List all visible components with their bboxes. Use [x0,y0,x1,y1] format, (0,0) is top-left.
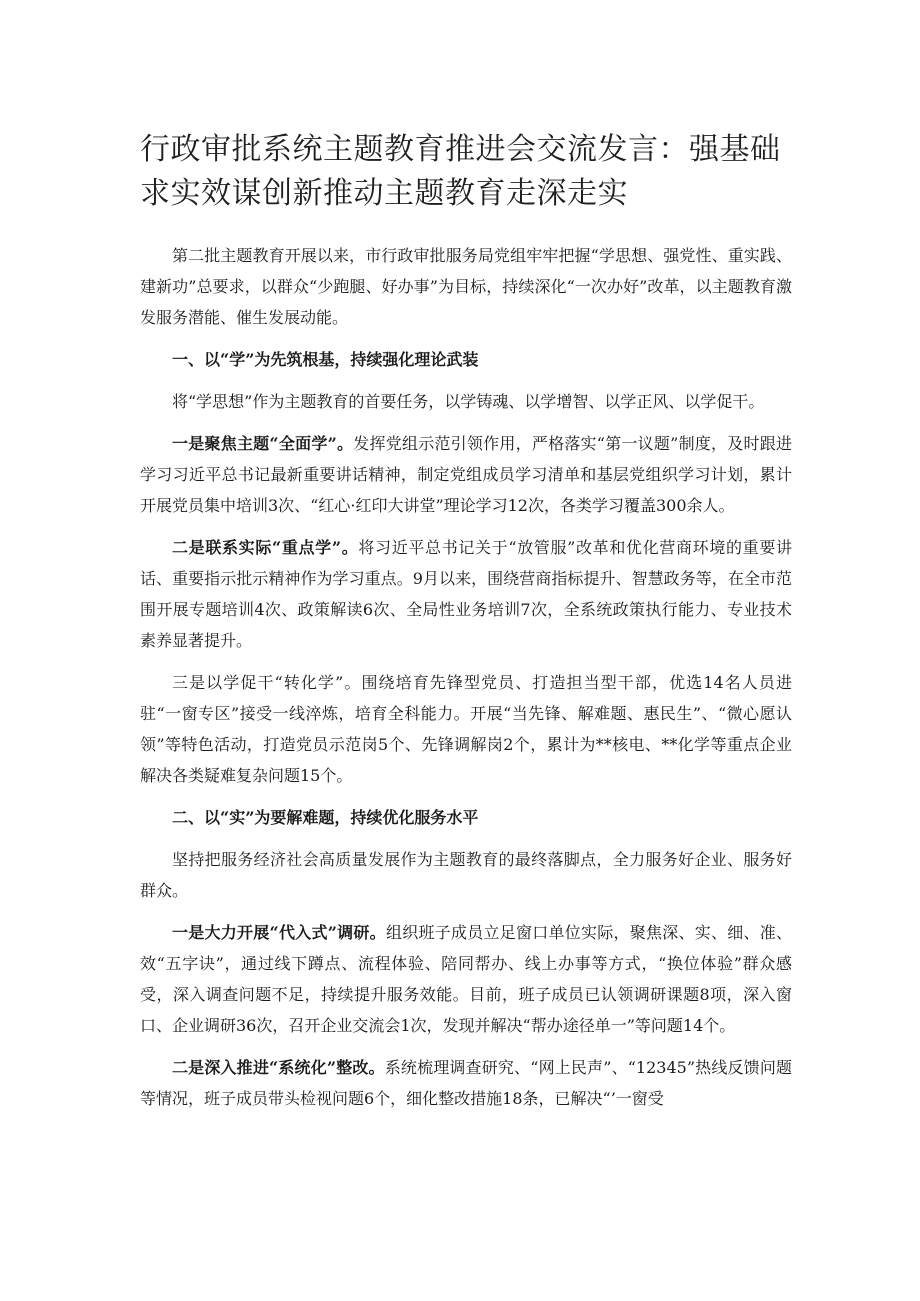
section-1-item-3: 三是以学促干“转化学”。围绕培育先锋型党员、打造担当型干部，优选14名人员进驻“一窗专区”接受一线淬炼，培育全科能力。开展“当先锋、解难题、惠民生”、“微心愿认领”等特色活动，打造党员示范岗5个、先锋调解岗2个，累计为**核电、**化学等重点企业解决各类疑难复杂问题15个。 [140,673,792,785]
section-1-intro: 将“学思想”作为主题教育的首要任务，以学铸魂、以学增智、以学正风、以学促干。 [172,392,765,411]
section-2-item-2-body: 系统梳理调查研究、“网上民声”、“12345”热线反馈问题等情况，班子成员带头检视问题6个，细化整改措施18条，已解决“’一窗受 [140,1058,792,1108]
section-1-item-2 [140,532,792,656]
intro-paragraph: 第二批主题教育开展以来，市行政审批服务局党组牢牢把握“学思想、强党性、重实践、建新功”总要求，以群众“少跑腿、好办事”为目标，持续深化“一次办好”改革，以主题教育激发服务潜能、催生发展动能。 [140,246,792,327]
document-title: 行政审批系统主题教育推进会交流发言：强基础求实效谋创新推动主题教育走深走实 [140,132,781,211]
section-1-item-2-body: 将习近平总书记关于“放管服”改革和优化营商环境的重要讲话、重要指示批示精神作为学习重点。9月以来，围绕营商指标提升、智慧政务等，在全市范围开展专题培训4次、政策解读6次、全局性业务培训7次，全系统政策执行能力、专业技术素养显著提升。 [140,538,792,650]
section-heading-1: 一、以“学”为先筑根基，持续强化理论武装 [172,350,479,369]
section-heading-2: 二、以“实”为要解难题，持续优化服务水平 [172,808,479,827]
section-2-item-1 [140,917,792,1041]
section-2-item-1-lead: 一是大力开展“代入式”调研。 [172,923,386,942]
section-1-item-1-body: 发挥党组示范引领作用，严格落实“第一议题”制度，及时跟进学习习近平总书记最新重要讲话精神，制定党组成员学习清单和基层党组织学习计划，累计开展党员集中培训3次、“红心·红印大讲堂”理论学习12次，各类学习覆盖300余人。 [140,434,792,515]
section-2-item-2 [140,1052,792,1114]
section-2-item-2-lead: 二是深入推进“系统化”整改。 [172,1058,385,1077]
section-2-intro: 坚持把服务经济社会高质量发展作为主题教育的最终落脚点，全力服务好企业、服务好群众。 [140,850,792,900]
section-1-item-1-lead: 一是聚焦主题“全面学”。 [172,434,354,453]
section-1-item-1 [140,428,792,521]
section-2-item-1-body: 组织班子成员立足窗口单位实际，聚焦深、实、细、准、效“五字诀”，通过线下蹲点、流程体验、陪同帮办、线上办事等方式，“换位体验”群众感受，深入调查问题不足，持续提升服务效能。目前，班子成员已认领调研课题8项，深入窗口、企业调研36次，召开企业交流会1次，发现并解决“帮办途径单一”等问题14个。 [140,923,792,1035]
document-page [140,128,792,1125]
section-1-item-2-lead: 二是联系实际“重点学”。 [172,538,359,557]
